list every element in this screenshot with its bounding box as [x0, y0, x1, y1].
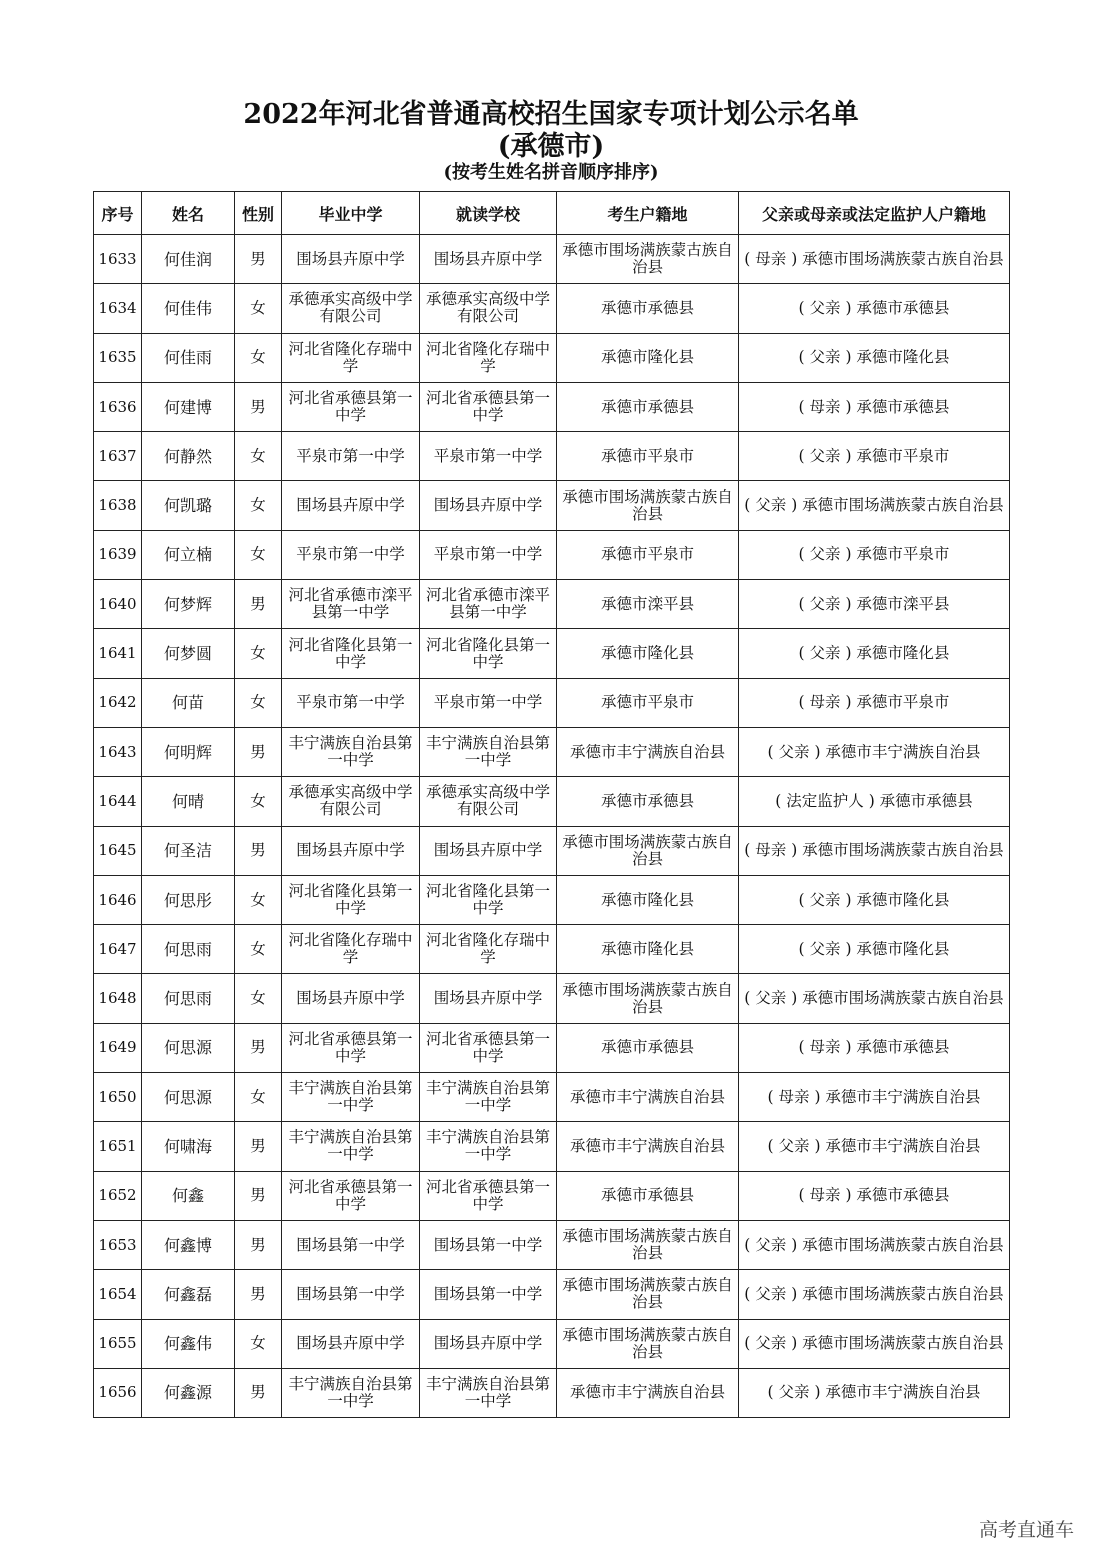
cell-guardian-household: ( 母亲 ) 承德市承德县: [739, 382, 1010, 431]
cell-gender: 女: [235, 530, 282, 579]
cell-current-school: 平泉市第一中学: [420, 678, 557, 727]
table-row: [94, 1023, 1010, 1072]
table-row: [94, 235, 1010, 284]
cell-guardian-household: ( 父亲 ) 承德市隆化县: [739, 875, 1010, 924]
cell-graduation-school: 承德承实高级中学有限公司: [282, 777, 420, 826]
cell-gender: 男: [235, 1023, 282, 1072]
cell-household: 承德市丰宁满族自治县: [557, 1073, 739, 1122]
cell-name: 何梦辉: [142, 580, 235, 629]
cell-gender: 女: [235, 629, 282, 678]
cell-guardian-household: ( 母亲 ) 承德市承德县: [739, 1023, 1010, 1072]
cell-gender: 男: [235, 826, 282, 875]
cell-name: 何佳润: [142, 235, 235, 284]
column-header-graduation-school: 毕业中学: [282, 192, 420, 235]
cell-graduation-school: 围场县卉原中学: [282, 235, 420, 284]
cell-seq: 1655: [94, 1319, 142, 1368]
cell-guardian-household: ( 父亲 ) 承德市围场满族蒙古族自治县: [739, 481, 1010, 530]
cell-seq: 1642: [94, 678, 142, 727]
cell-household: 承德市围场满族蒙古族自治县: [557, 481, 739, 530]
cell-current-school: 河北省隆化县第一中学: [420, 875, 557, 924]
cell-name: 何鑫: [142, 1171, 235, 1220]
table-row: [94, 1171, 1010, 1220]
table-row: [94, 1220, 1010, 1269]
cell-seq: 1644: [94, 777, 142, 826]
cell-current-school: 承德承实高级中学有限公司: [420, 777, 557, 826]
cell-household: 承德市隆化县: [557, 629, 739, 678]
cell-guardian-household: ( 父亲 ) 承德市隆化县: [739, 629, 1010, 678]
cell-gender: 女: [235, 333, 282, 382]
cell-household: 承德市平泉市: [557, 530, 739, 579]
column-header-name: 姓名: [142, 192, 235, 235]
cell-guardian-household: ( 父亲 ) 承德市围场满族蒙古族自治县: [739, 1270, 1010, 1319]
cell-seq: 1643: [94, 727, 142, 776]
cell-name: 何啸海: [142, 1122, 235, 1171]
table-row: [94, 333, 1010, 382]
cell-graduation-school: 平泉市第一中学: [282, 432, 420, 481]
table-row: [94, 678, 1010, 727]
cell-graduation-school: 河北省隆化存瑞中学: [282, 333, 420, 382]
column-header-guardian-household: 父亲或母亲或法定监护人户籍地: [739, 192, 1010, 235]
cell-name: 何思彤: [142, 875, 235, 924]
cell-gender: 女: [235, 777, 282, 826]
cell-guardian-household: ( 父亲 ) 承德市丰宁满族自治县: [739, 1368, 1010, 1417]
cell-graduation-school: 河北省隆化存瑞中学: [282, 925, 420, 974]
cell-current-school: 围场县卉原中学: [420, 826, 557, 875]
table-row: [94, 777, 1010, 826]
cell-name: 何佳伟: [142, 284, 235, 333]
cell-name: 何思源: [142, 1073, 235, 1122]
cell-gender: 男: [235, 580, 282, 629]
cell-gender: 女: [235, 974, 282, 1023]
cell-household: 承德市隆化县: [557, 875, 739, 924]
table-row: [94, 1270, 1010, 1319]
cell-graduation-school: 丰宁满族自治县第一中学: [282, 727, 420, 776]
cell-seq: 1637: [94, 432, 142, 481]
column-header-gender: 性别: [235, 192, 282, 235]
cell-current-school: 围场县第一中学: [420, 1270, 557, 1319]
cell-guardian-household: ( 父亲 ) 承德市围场满族蒙古族自治县: [739, 1319, 1010, 1368]
table-row: [94, 382, 1010, 431]
cell-name: 何凯璐: [142, 481, 235, 530]
table-row: [94, 284, 1010, 333]
cell-household: 承德市平泉市: [557, 432, 739, 481]
cell-guardian-household: ( 父亲 ) 承德市隆化县: [739, 925, 1010, 974]
cell-gender: 女: [235, 875, 282, 924]
cell-guardian-household: ( 父亲 ) 承德市承德县: [739, 284, 1010, 333]
cell-gender: 男: [235, 1220, 282, 1269]
cell-name: 何思源: [142, 1023, 235, 1072]
cell-seq: 1648: [94, 974, 142, 1023]
cell-guardian-household: ( 母亲 ) 承德市平泉市: [739, 678, 1010, 727]
cell-household: 承德市承德县: [557, 1023, 739, 1072]
cell-gender: 女: [235, 432, 282, 481]
cell-graduation-school: 河北省隆化县第一中学: [282, 875, 420, 924]
cell-household: 承德市围场满族蒙古族自治县: [557, 1220, 739, 1269]
cell-name: 何立楠: [142, 530, 235, 579]
cell-guardian-household: ( 母亲 ) 承德市围场满族蒙古族自治县: [739, 826, 1010, 875]
cell-seq: 1635: [94, 333, 142, 382]
cell-gender: 女: [235, 1319, 282, 1368]
page-title: 2022年河北省普通高校招生国家专项计划公示名单: [243, 99, 859, 130]
cell-name: 何鑫源: [142, 1368, 235, 1417]
cell-graduation-school: 河北省承德县第一中学: [282, 382, 420, 431]
column-header-seq: 序号: [94, 192, 142, 235]
cell-household: 承德市隆化县: [557, 925, 739, 974]
cell-name: 何晴: [142, 777, 235, 826]
cell-gender: 女: [235, 481, 282, 530]
cell-seq: 1638: [94, 481, 142, 530]
column-header-current-school: 就读学校: [420, 192, 557, 235]
cell-current-school: 围场县第一中学: [420, 1220, 557, 1269]
table-row: [94, 1122, 1010, 1171]
table-row: [94, 826, 1010, 875]
cell-guardian-household: ( 母亲 ) 承德市承德县: [739, 1171, 1010, 1220]
cell-gender: 男: [235, 1368, 282, 1417]
cell-seq: 1656: [94, 1368, 142, 1417]
cell-name: 何思雨: [142, 974, 235, 1023]
cell-seq: 1646: [94, 875, 142, 924]
cell-current-school: 河北省承德县第一中学: [420, 1023, 557, 1072]
cell-guardian-household: ( 父亲 ) 承德市隆化县: [739, 333, 1010, 382]
cell-current-school: 承德承实高级中学有限公司: [420, 284, 557, 333]
table-row: [94, 727, 1010, 776]
cell-gender: 男: [235, 235, 282, 284]
cell-name: 何佳雨: [142, 333, 235, 382]
cell-current-school: 平泉市第一中学: [420, 530, 557, 579]
cell-graduation-school: 河北省隆化县第一中学: [282, 629, 420, 678]
cell-graduation-school: 丰宁满族自治县第一中学: [282, 1368, 420, 1417]
cell-household: 承德市丰宁满族自治县: [557, 1368, 739, 1417]
cell-gender: 男: [235, 1270, 282, 1319]
cell-household: 承德市丰宁满族自治县: [557, 727, 739, 776]
page-subtitle-sort-note: (按考生姓名拼音顺序排序): [443, 162, 659, 183]
cell-household: 承德市围场满族蒙古族自治县: [557, 1319, 739, 1368]
cell-household: 承德市围场满族蒙古族自治县: [557, 1270, 739, 1319]
cell-gender: 女: [235, 925, 282, 974]
cell-gender: 男: [235, 1122, 282, 1171]
cell-current-school: 丰宁满族自治县第一中学: [420, 1368, 557, 1417]
cell-name: 何思雨: [142, 925, 235, 974]
cell-seq: 1647: [94, 925, 142, 974]
cell-graduation-school: 河北省承德县第一中学: [282, 1171, 420, 1220]
cell-graduation-school: 围场县卉原中学: [282, 826, 420, 875]
cell-current-school: 河北省隆化县第一中学: [420, 629, 557, 678]
table-row: [94, 875, 1010, 924]
cell-guardian-household: ( 父亲 ) 承德市平泉市: [739, 432, 1010, 481]
table-row: [94, 1073, 1010, 1122]
cell-guardian-household: ( 法定监护人 ) 承德市承德县: [739, 777, 1010, 826]
cell-current-school: 河北省隆化存瑞中学: [420, 925, 557, 974]
cell-name: 何鑫博: [142, 1220, 235, 1269]
cell-household: 承德市承德县: [557, 284, 739, 333]
cell-graduation-school: 平泉市第一中学: [282, 530, 420, 579]
table-row: [94, 432, 1010, 481]
cell-name: 何圣洁: [142, 826, 235, 875]
table-row: [94, 629, 1010, 678]
table-row: [94, 530, 1010, 579]
cell-guardian-household: ( 母亲 ) 承德市丰宁满族自治县: [739, 1073, 1010, 1122]
cell-graduation-school: 河北省承德县第一中学: [282, 1023, 420, 1072]
cell-guardian-household: ( 父亲 ) 承德市平泉市: [739, 530, 1010, 579]
cell-name: 何明辉: [142, 727, 235, 776]
cell-graduation-school: 丰宁满族自治县第一中学: [282, 1122, 420, 1171]
cell-guardian-household: ( 父亲 ) 承德市丰宁满族自治县: [739, 727, 1010, 776]
cell-household: 承德市围场满族蒙古族自治县: [557, 826, 739, 875]
cell-current-school: 河北省承德县第一中学: [420, 1171, 557, 1220]
table-row: [94, 580, 1010, 629]
cell-current-school: 河北省承德县第一中学: [420, 382, 557, 431]
cell-graduation-school: 围场县卉原中学: [282, 974, 420, 1023]
cell-current-school: 丰宁满族自治县第一中学: [420, 727, 557, 776]
cell-guardian-household: ( 父亲 ) 承德市围场满族蒙古族自治县: [739, 974, 1010, 1023]
cell-household: 承德市滦平县: [557, 580, 739, 629]
roster-table: [93, 191, 1010, 1418]
cell-current-school: 河北省承德市滦平县第一中学: [420, 580, 557, 629]
cell-seq: 1634: [94, 284, 142, 333]
cell-household: 承德市承德县: [557, 777, 739, 826]
cell-name: 何苗: [142, 678, 235, 727]
cell-household: 承德市丰宁满族自治县: [557, 1122, 739, 1171]
cell-graduation-school: 围场县第一中学: [282, 1220, 420, 1269]
watermark-text: 高考直通车: [978, 1519, 1074, 1541]
cell-gender: 女: [235, 678, 282, 727]
cell-current-school: 围场县卉原中学: [420, 235, 557, 284]
cell-household: 承德市围场满族蒙古族自治县: [557, 974, 739, 1023]
cell-seq: 1641: [94, 629, 142, 678]
cell-current-school: 平泉市第一中学: [420, 432, 557, 481]
cell-guardian-household: ( 父亲 ) 承德市滦平县: [739, 580, 1010, 629]
cell-current-school: 围场县卉原中学: [420, 481, 557, 530]
cell-seq: 1653: [94, 1220, 142, 1269]
cell-seq: 1650: [94, 1073, 142, 1122]
table-header-row: [94, 192, 1010, 235]
table-row: [94, 974, 1010, 1023]
cell-name: 何建博: [142, 382, 235, 431]
cell-name: 何梦圆: [142, 629, 235, 678]
cell-seq: 1651: [94, 1122, 142, 1171]
column-header-household: 考生户籍地: [557, 192, 739, 235]
cell-graduation-school: 平泉市第一中学: [282, 678, 420, 727]
cell-guardian-household: ( 父亲 ) 承德市丰宁满族自治县: [739, 1122, 1010, 1171]
cell-graduation-school: 围场县卉原中学: [282, 1319, 420, 1368]
cell-gender: 男: [235, 1171, 282, 1220]
cell-current-school: 丰宁满族自治县第一中学: [420, 1073, 557, 1122]
cell-guardian-household: ( 父亲 ) 承德市围场满族蒙古族自治县: [739, 1220, 1010, 1269]
cell-current-school: 河北省隆化存瑞中学: [420, 333, 557, 382]
table-row: [94, 1368, 1010, 1417]
cell-current-school: 丰宁满族自治县第一中学: [420, 1122, 557, 1171]
page-subtitle-region: (承德市): [497, 131, 605, 162]
cell-graduation-school: 围场县第一中学: [282, 1270, 420, 1319]
cell-seq: 1636: [94, 382, 142, 431]
table-row: [94, 925, 1010, 974]
cell-gender: 女: [235, 1073, 282, 1122]
cell-seq: 1652: [94, 1171, 142, 1220]
table-row: [94, 481, 1010, 530]
cell-gender: 男: [235, 727, 282, 776]
cell-graduation-school: 围场县卉原中学: [282, 481, 420, 530]
cell-seq: 1633: [94, 235, 142, 284]
table-row: [94, 1319, 1010, 1368]
cell-current-school: 围场县卉原中学: [420, 974, 557, 1023]
cell-seq: 1640: [94, 580, 142, 629]
cell-graduation-school: 丰宁满族自治县第一中学: [282, 1073, 420, 1122]
cell-seq: 1639: [94, 530, 142, 579]
cell-household: 承德市围场满族蒙古族自治县: [557, 235, 739, 284]
cell-graduation-school: 河北省承德市滦平县第一中学: [282, 580, 420, 629]
cell-seq: 1649: [94, 1023, 142, 1072]
cell-household: 承德市承德县: [557, 1171, 739, 1220]
cell-household: 承德市平泉市: [557, 678, 739, 727]
cell-name: 何静然: [142, 432, 235, 481]
cell-seq: 1654: [94, 1270, 142, 1319]
cell-current-school: 围场县卉原中学: [420, 1319, 557, 1368]
cell-name: 何鑫磊: [142, 1270, 235, 1319]
cell-graduation-school: 承德承实高级中学有限公司: [282, 284, 420, 333]
cell-household: 承德市承德县: [557, 382, 739, 431]
cell-household: 承德市隆化县: [557, 333, 739, 382]
cell-guardian-household: ( 母亲 ) 承德市围场满族蒙古族自治县: [739, 235, 1010, 284]
cell-gender: 女: [235, 284, 282, 333]
cell-seq: 1645: [94, 826, 142, 875]
cell-name: 何鑫伟: [142, 1319, 235, 1368]
cell-gender: 男: [235, 382, 282, 431]
